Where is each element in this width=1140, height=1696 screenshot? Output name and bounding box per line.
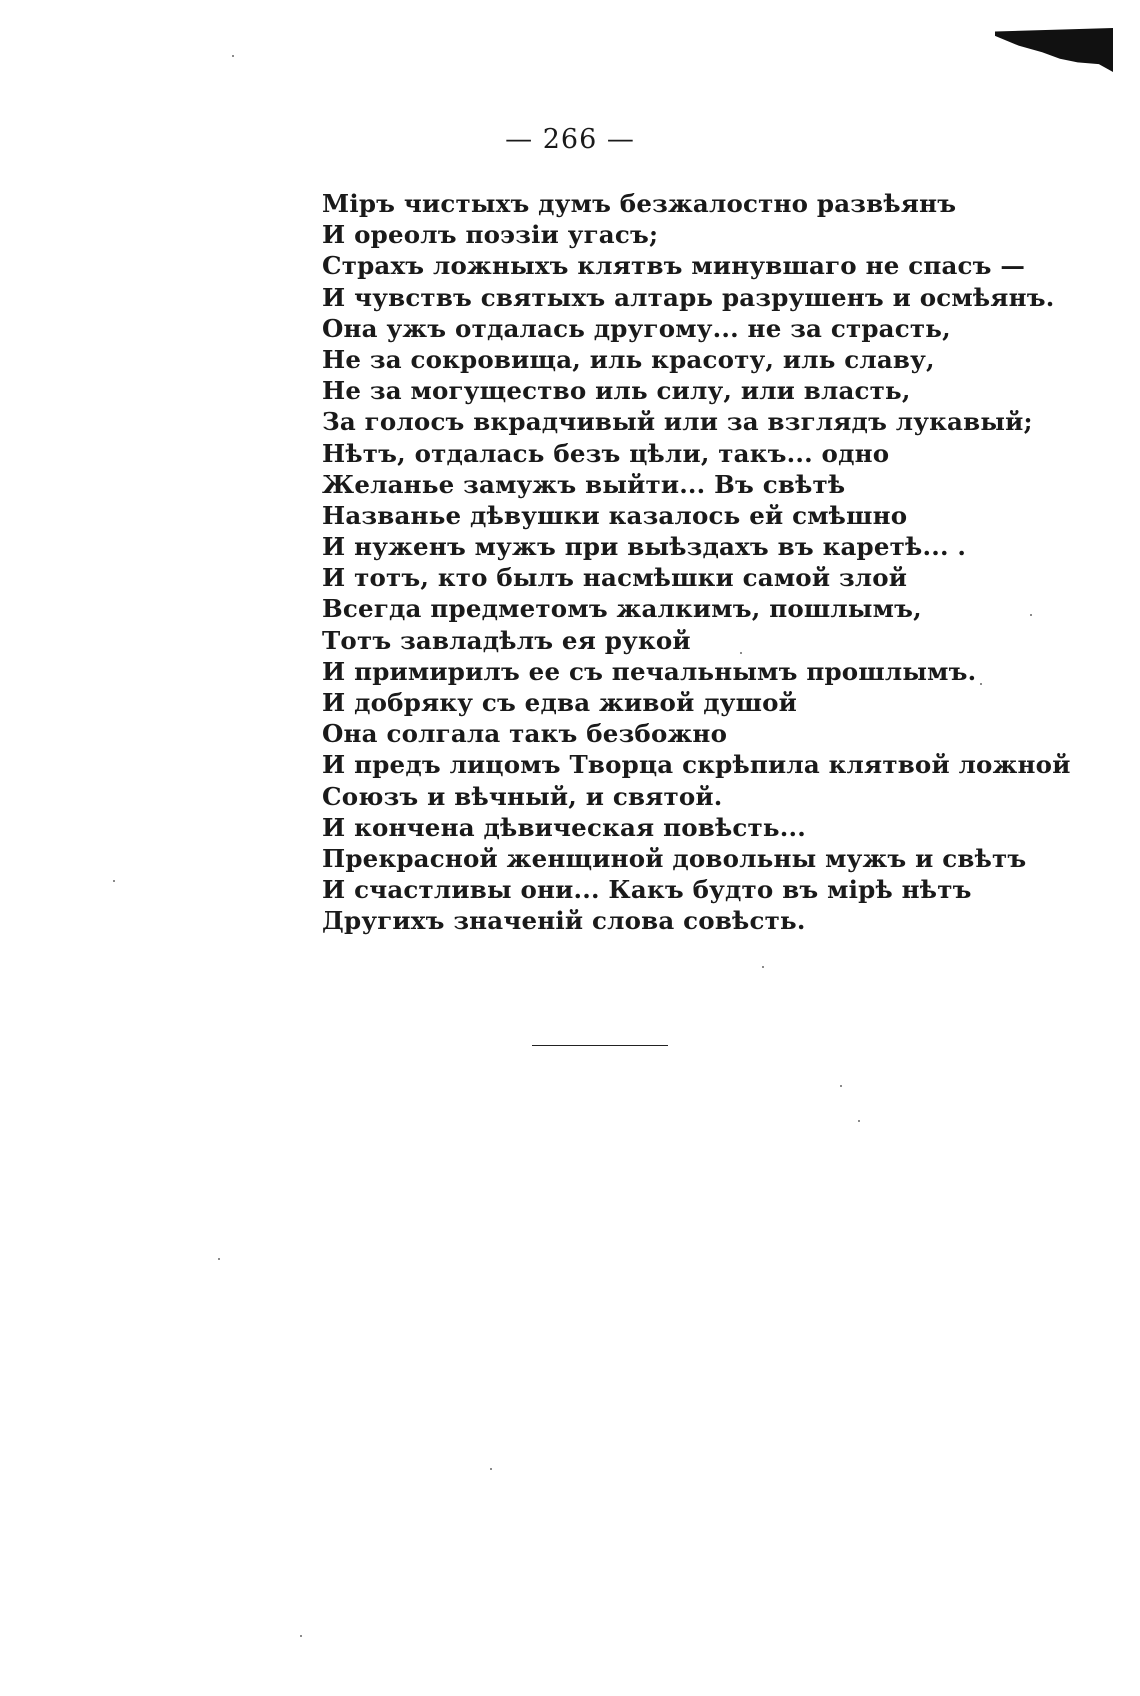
- poem-line: Прекрасной женщиной довольны мужъ и свѣтъ: [322, 843, 1027, 873]
- page-number: — 266 —: [505, 124, 635, 155]
- poem-line: И счастливы они... Какъ будто въ мірѣ нѣтъ: [322, 875, 972, 905]
- dust-speck: [762, 966, 764, 968]
- poem-line: И кончена дѣвическая повѣсть...: [322, 812, 806, 842]
- dust-speck: [1030, 614, 1032, 616]
- poem-line: Страхъ ложныхъ клятвъ минувшаго не спасъ —: [322, 251, 1026, 281]
- poem-line: И нуженъ мужъ при выѣздахъ въ каретѣ... .: [322, 532, 967, 562]
- poem-line: Она ужъ отдалась другому... не за страсть,: [322, 313, 951, 343]
- poem-line: Она солгала такъ безбожно: [322, 719, 728, 749]
- poem-line: И ореолъ поэзіи угасъ;: [322, 220, 659, 250]
- poem-line: Міръ чистыхъ думъ безжалостно развѣянъ: [322, 189, 957, 218]
- poem-line: Всегда предметомъ жалкимъ, пошлымъ,: [322, 594, 922, 624]
- poem-line: Не за могущество иль силу, или власть,: [322, 376, 911, 406]
- poem-line: Нѣтъ, отдалась безъ цѣли, такъ... одно: [322, 438, 890, 468]
- poem-line: Союзъ и вѣчный, и святой.: [322, 781, 723, 811]
- dust-speck: [840, 1085, 842, 1087]
- poem-line: И тотъ, кто былъ насмѣшки самой злой: [322, 563, 908, 593]
- poem-line: И добряку съ едва живой душой: [322, 688, 798, 717]
- scan-artifact: [995, 28, 1113, 72]
- poem-line: Желанье замужъ выйти... Въ свѣтѣ: [322, 469, 846, 499]
- dust-speck: [218, 1258, 220, 1260]
- poem-line: Названье дѣвушки казалось ей смѣшно: [322, 500, 908, 530]
- poem-line: Тотъ завладѣлъ ея рукой: [322, 625, 691, 655]
- poem-line: И чувствъ святыхъ алтарь разрушенъ и осмѣянъ.: [322, 282, 1055, 312]
- poem-line: Не за сокровища, иль красоту, иль славу,: [322, 344, 935, 374]
- poem-line: Другихъ значеній слова совѣсть.: [322, 906, 806, 936]
- poem-line: За голосъ вкрадчивый или за взглядъ лукавый;: [322, 407, 1033, 437]
- dust-speck: [300, 1635, 302, 1637]
- dust-speck: [980, 683, 982, 685]
- poem-line: И предъ лицомъ Творца скрѣпила клятвой ложной: [322, 750, 1071, 780]
- dust-speck: [858, 1120, 860, 1122]
- dust-speck: [740, 652, 742, 654]
- poem-text: [322, 188, 1071, 937]
- dust-speck: [232, 55, 234, 57]
- section-divider: [532, 1045, 668, 1046]
- dust-speck: [113, 880, 115, 882]
- dust-speck: [490, 1468, 492, 1470]
- poem-line: И примирилъ ее съ печальнымъ прошлымъ.: [322, 656, 977, 686]
